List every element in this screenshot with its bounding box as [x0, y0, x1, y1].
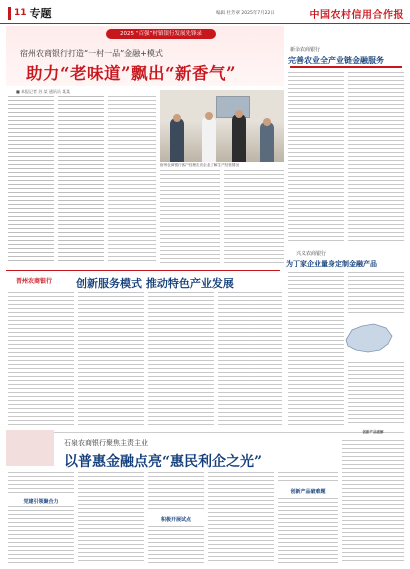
middle-text-col-2	[78, 292, 144, 428]
section-number: 11	[14, 8, 27, 18]
right-mid-text-col-3	[348, 362, 404, 426]
feature-text-col-4	[160, 170, 220, 264]
feature-text-col-3	[108, 96, 156, 264]
right-mid-source: 兴义农商银行	[296, 251, 327, 257]
bottom-text-col-5b	[278, 498, 338, 564]
bottom-story-headline: 以普惠金融点亮“惠民利企之光”	[64, 454, 263, 470]
middle-story-rule	[6, 270, 280, 271]
bottom-text-col-6	[342, 440, 404, 564]
bottom-text-col-3a	[148, 472, 204, 512]
china-map-graphic	[340, 318, 396, 358]
feature-header	[6, 26, 284, 86]
bottom-text-col-1b	[8, 506, 74, 564]
bottom-subhead-3: 创新产品破难题	[290, 489, 326, 495]
bottom-subhead-1: 党建引领聚合力	[23, 499, 59, 505]
feature-byline: ■ 本报记者 苏 某 通讯员 某某	[16, 89, 71, 94]
feature-text-col-1	[8, 96, 54, 264]
right-top-rule	[290, 66, 402, 68]
middle-text-col-1	[8, 292, 74, 428]
bottom-text-col-3b	[148, 526, 204, 564]
middle-text-col-4	[218, 292, 282, 428]
middle-story-headline: 创新服务模式 推动特色产业发展	[76, 277, 234, 290]
right-top-text-col-1	[288, 72, 344, 244]
right-top-text-col-2	[348, 72, 404, 244]
bottom-decoration	[6, 430, 54, 466]
newspaper-title: 中国农村信用合作报	[309, 10, 404, 21]
photo-caption: 宿州农商银行客户经理走访企业了解生产经营情况	[160, 163, 240, 167]
feature-text-col-5	[224, 170, 284, 264]
bottom-text-col-2	[78, 472, 144, 564]
section-marker	[8, 7, 11, 20]
middle-text-col-3	[148, 292, 214, 428]
feature-photo	[160, 90, 284, 162]
section-name: 专题	[29, 7, 52, 20]
feature-text-col-2	[58, 96, 104, 264]
bottom-subhead-4: 创新产品破解	[362, 430, 384, 434]
bottom-text-col-4	[208, 472, 274, 564]
section-tag	[8, 5, 52, 21]
bottom-text-col-1a	[8, 472, 74, 496]
right-mid-headline: 为丁家企业量身定制金融产品	[286, 259, 377, 268]
editor-line: 编辑 杜芳翠 2025年7月22日	[216, 11, 275, 16]
bottom-story-kicker: 石泉农商银行聚焦主责主业	[64, 439, 148, 447]
right-top-headline: 完善农业全产业链金融服务	[288, 55, 384, 65]
feature-headline: 助力“老味道”飘出“新香气”	[26, 64, 236, 83]
right-top-source: 新余农商银行	[290, 47, 321, 53]
feature-kicker: 宿州农商银行打造“一村一品”金融+模式	[20, 49, 163, 58]
right-mid-text-col-1	[288, 272, 344, 426]
bottom-subhead-2: 积极开展试点	[160, 517, 191, 523]
middle-story-kicker: 晋州农商银行	[16, 278, 53, 285]
bottom-text-col-5a	[278, 472, 338, 484]
feature-banner: 2025 “百强”村镇银行发展先锋录	[106, 29, 216, 39]
page-masthead	[0, 0, 410, 24]
right-mid-text-col-2	[348, 272, 404, 316]
